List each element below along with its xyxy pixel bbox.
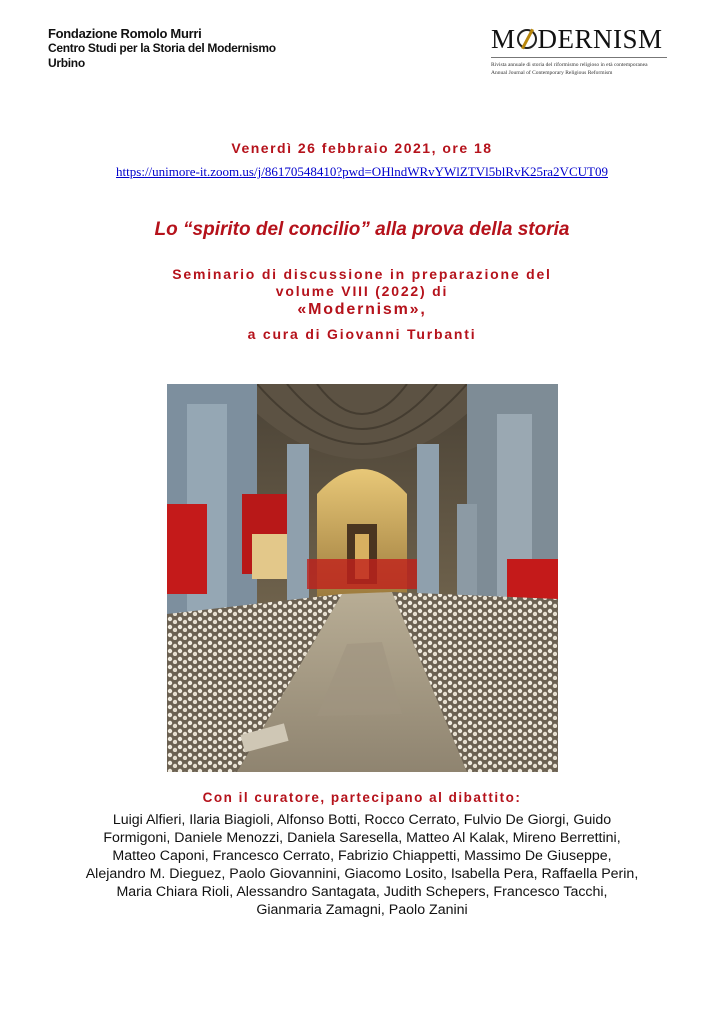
logo-subtitle-it: Rivista annuale di storia del riformismo religioso in età contemporanea bbox=[491, 62, 648, 68]
seminar-line-2: volume VIII (2022) di bbox=[275, 283, 449, 299]
zoom-link[interactable]: https://unimore-it.zoom.us/j/86170548410?pwd=OHlndWRvYWlZTVl5blRvK25ra2VCUT09 bbox=[116, 164, 608, 179]
modernism-logo bbox=[491, 24, 671, 77]
logo-wordmark bbox=[491, 24, 671, 54]
participants-line: Gianmaria Zamagni, Paolo Zanini bbox=[256, 902, 468, 918]
logo-letter-m: M bbox=[491, 24, 516, 54]
journal-name: «Modernism», bbox=[297, 301, 427, 318]
seminar-description bbox=[0, 266, 724, 343]
organization-header bbox=[48, 26, 276, 71]
logo-divider bbox=[491, 57, 667, 58]
logo-o-icon bbox=[517, 29, 537, 49]
council-photo bbox=[167, 384, 558, 772]
participants-line: Alejandro M. Dieguez, Paolo Giovannini, Giacomo Losito, Isabella Pera, Raffaella Perin, bbox=[85, 866, 639, 882]
logo-letters-dernism: DERNISM bbox=[537, 24, 663, 54]
curator: a cura di Giovanni Turbanti bbox=[247, 326, 477, 342]
participants-line: Formigoni, Daniele Menozzi, Daniela Saresella, Matteo Al Kalak, Mireno Berrettini, bbox=[103, 830, 621, 846]
logo-subtitle-en: Annual Journal of Contemporary Religious Reformism bbox=[491, 70, 613, 76]
participants-heading: Con il curatore, partecipano al dibattito: bbox=[202, 790, 522, 805]
participants-line: Luigi Alfieri, Ilaria Biagioli, Alfonso Botti, Rocco Cerrato, Fulvio De Giorgi, Guido bbox=[112, 812, 612, 828]
event-title: Lo “spirito del concilio” alla prova della storia bbox=[154, 219, 570, 240]
seminar-line-1: Seminario di discussione in preparazione del bbox=[172, 266, 552, 282]
org-center: Centro Studi per la Storia del Modernismo bbox=[48, 41, 276, 55]
participants-list bbox=[40, 811, 684, 919]
event-date: Venerdì 26 febbraio 2021, ore 18 bbox=[231, 140, 493, 156]
participants-line: Maria Chiara Rioli, Alessandro Santagata, Judith Schepers, Francesco Tacchi, bbox=[116, 884, 608, 900]
org-city: Urbino bbox=[48, 56, 85, 70]
participants-line: Matteo Caponi, Francesco Cerrato, Fabrizio Chiappetti, Massimo De Giuseppe, bbox=[112, 848, 612, 864]
org-name: Fondazione Romolo Murri bbox=[48, 26, 202, 41]
